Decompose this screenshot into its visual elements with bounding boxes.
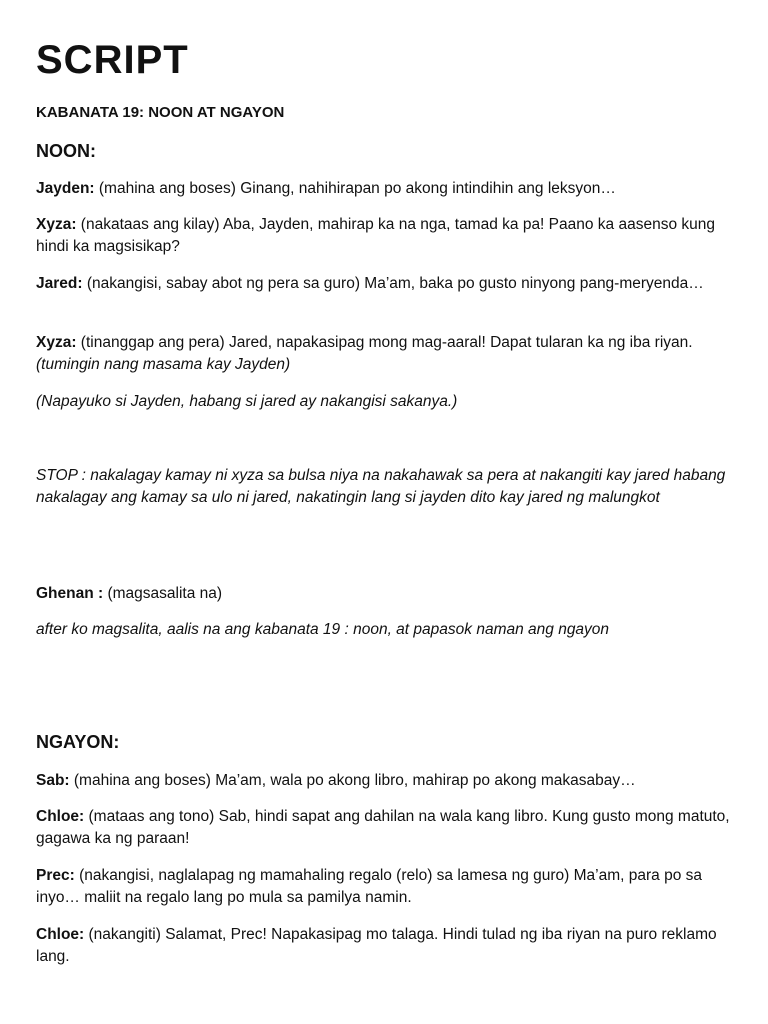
stop-direction: STOP : nakalagay kamay ni xyza sa bulsa niya na nakahawak sa pera at nakangiti kay jared habang nakalagay ang kamay sa ulo ni jared, nakatingin lang si jayden dito kay jared ng malungkot [36,467,726,506]
dialogue-text: (mahina ang boses) Ma’am, wala po akong libro, mahirap po akong makasabay… [69,772,636,789]
speaker-name: Prec: [36,867,75,884]
speaker-name: Sab: [36,772,70,789]
dialogue-text: (nakangiti) Salamat, Prec! Napakasipag mo talaga. Hindi tulad ng iba riyan na puro reklamo lang. [36,926,717,965]
dialogue-line [36,770,736,792]
dialogue-text: (nakangisi, sabay abot ng pera sa guro) Ma’am, baka po gusto ninyong pang-meryenda… [82,275,704,292]
dialogue-text: (mataas ang tono) Sab, hindi sapat ang dahilan na wala kang libro. Kung gusto mong matuto, gagawa ka ng paraan! [36,808,730,847]
section-heading-noon: NOON: [36,141,96,161]
dialogue-text: (tinanggap ang pera) Jared, napakasipag mong mag-aaral! Dapat tularan ka ng iba riyan. [76,334,693,351]
dialogue-line [36,924,736,968]
document-title: SCRIPT [36,38,189,82]
speaker-name: Xyza: [36,334,77,351]
dialogue-text: (magsasalita na) [103,585,223,602]
dialogue-line [36,806,736,850]
dialogue-line [36,583,736,605]
dialogue-line [36,178,736,200]
dialogue-text: (mahina ang boses) Ginang, nahihirapan po akong intindihin ang leksyon… [94,180,616,197]
speaker-name: Jayden: [36,180,95,197]
speaker-name: Xyza: [36,216,77,233]
speaker-name: Chloe: [36,926,85,943]
dialogue-line [36,865,736,909]
dialogue-line [36,273,736,295]
dialogue-text: (nakangisi, naglalapag ng mamahaling regalo (relo) sa lamesa ng guro) Ma’am, para po sa inyo… maliit na regalo lang po mula sa pamilya namin. [36,867,703,906]
speaker-name: Chloe: [36,808,85,825]
dialogue-line [36,332,736,376]
speaker-name: Ghenan : [36,585,104,602]
dialogue-text: (nakataas ang kilay) Aba, Jayden, mahirap ka na nga, tamad ka pa! Paano ka aasenso kung hindi ka magsisikap? [36,216,715,255]
chapter-title: KABANATA 19: NOON AT NGAYON [36,104,285,121]
speaker-name: Jared: [36,275,83,292]
transition-note: after ko magsalita, aalis na ang kabanata 19 : noon, at papasok naman ang ngayon [36,621,610,638]
stage-direction: (Napayuko si Jayden, habang si jared ay nakangisi sakanya.) [36,393,458,410]
section-heading-ngayon: NGAYON: [36,732,120,752]
dialogue-line [36,214,736,258]
stage-direction: (tumingin nang masama kay Jayden) [36,356,291,373]
